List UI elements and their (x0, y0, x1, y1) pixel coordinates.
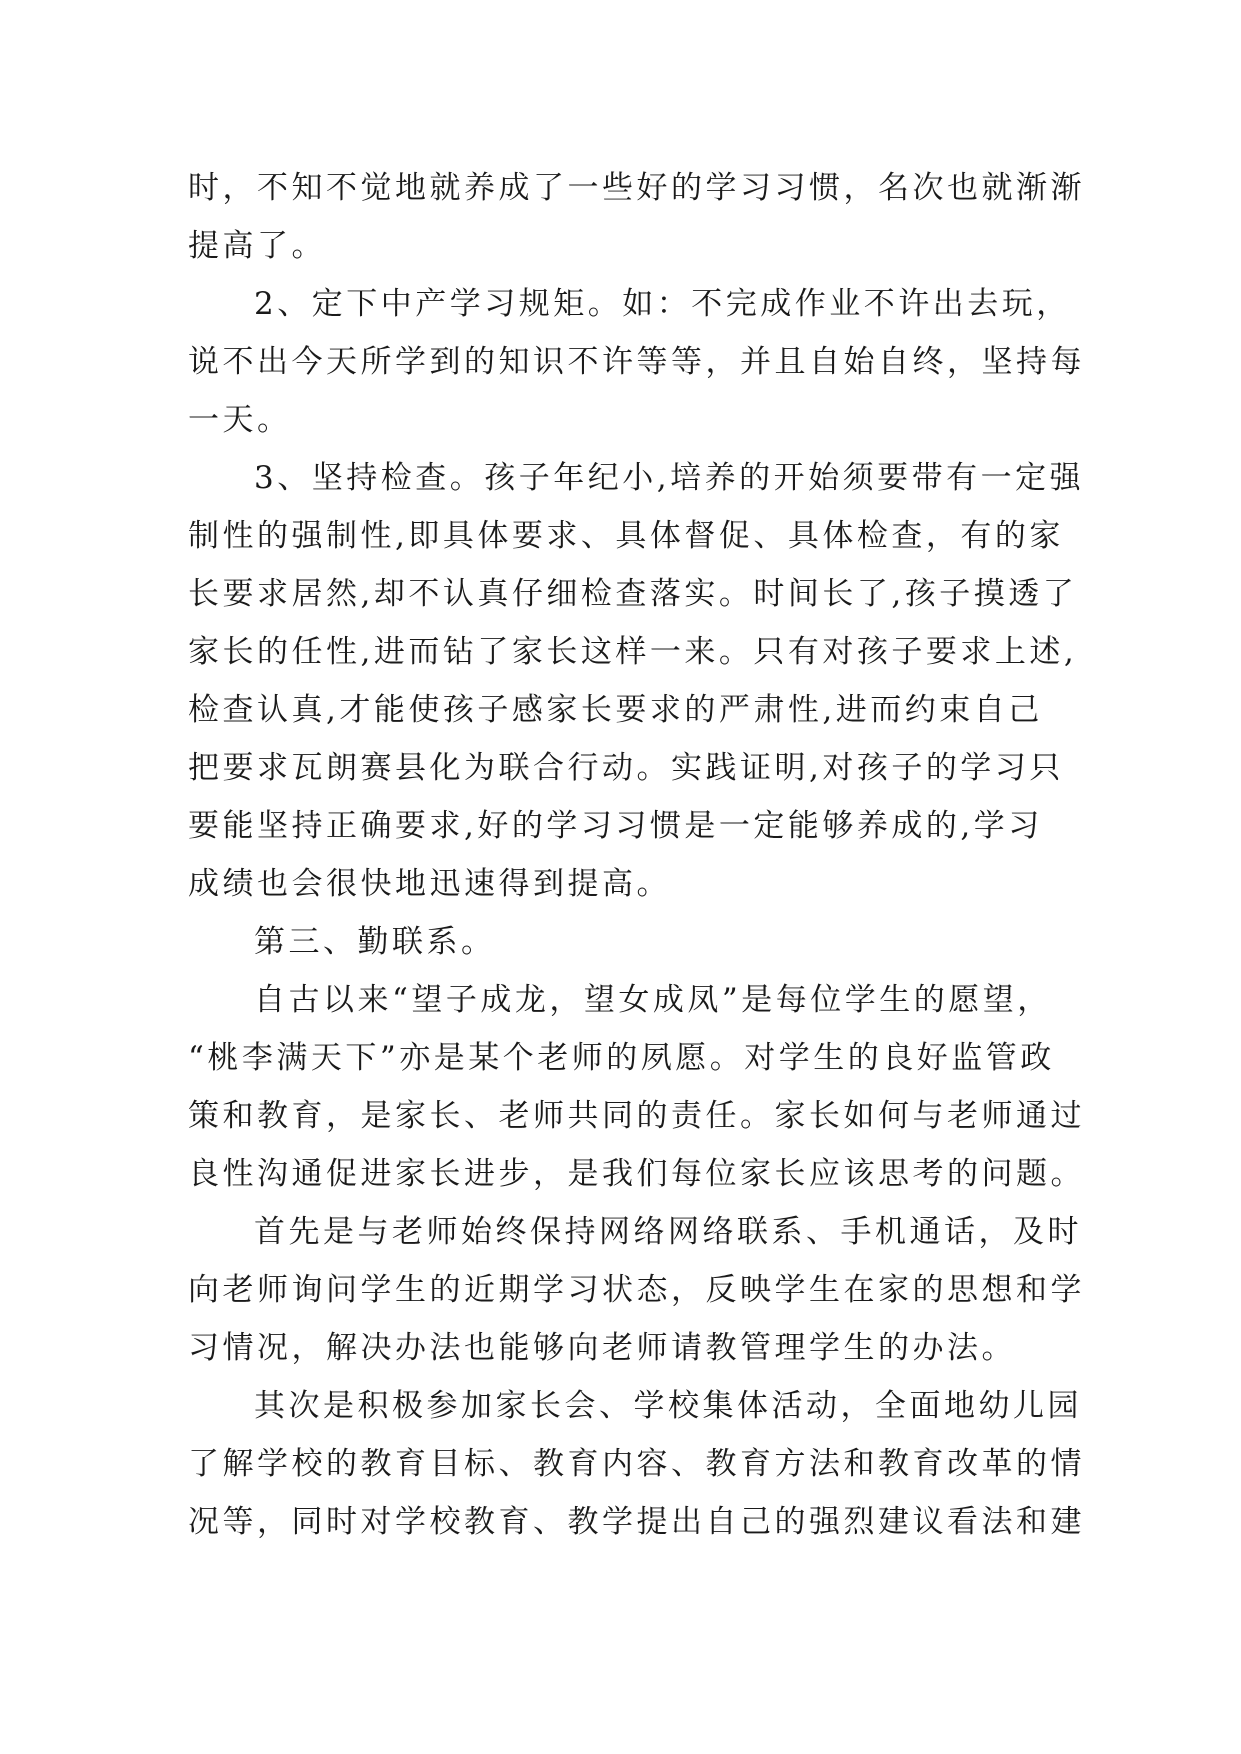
text-line: 良性沟通促进家长进步，是我们每位家长应该思考的问题。 (188, 1156, 1085, 1192)
text-line: 习情况，解决办法也能够向老师请教管理学生的办法。 (188, 1330, 1016, 1366)
text-line: 3、坚持检查。孩子年纪小,培养的开始须要带有一定强 (254, 460, 1085, 496)
text-line: 首先是与老师始终保持网络网络联系、手机通话，及时 (254, 1214, 1082, 1250)
text-line: 一天。 (188, 402, 292, 438)
text-line: 时，不知不觉地就养成了一些好的学习习惯，名次也就渐渐 (188, 170, 1085, 206)
text-line: 其次是积极参加家长会、学校集体活动，全面地幼儿园 (254, 1388, 1082, 1424)
text-line: 把要求瓦朗赛县化为联合行动。实践证明,对孩子的学习只 (188, 750, 1064, 786)
text-line: 自古以来“望子成龙，望女成凤”是每位学生的愿望， (254, 982, 1052, 1018)
text-line: 家长的任性,进而钻了家长这样一来。只有对孩子要求上述, (188, 634, 1078, 670)
text-line: 况等，同时对学校教育、教学提出自己的强烈建议看法和建 (188, 1504, 1085, 1540)
text-line: 2、定下中产学习规矩。如：不完成作业不许出去玩， (254, 286, 1071, 322)
document-page (188, 159, 1085, 1551)
text-line: 制性的强制性,即具体要求、具体督促、具体检查，有的家 (188, 518, 1064, 554)
text-line: 策和教育，是家长、老师共同的责任。家长如何与老师通过 (188, 1098, 1085, 1134)
text-line: 说不出今天所学到的知识不许等等，并且自始自终，坚持每 (188, 344, 1085, 380)
text-line: 检查认真,才能使孩子感家长要求的严肃性,进而约束自己 (188, 692, 1043, 728)
text-line: 成绩也会很快地迅速得到提高。 (188, 866, 671, 902)
text-line: 向老师询问学生的近期学习状态，反映学生在家的思想和学 (188, 1272, 1085, 1308)
text-line: 了解学校的教育目标、教育内容、教育方法和教育改革的情 (188, 1446, 1085, 1482)
text-line: 要能坚持正确要求,好的学习习惯是一定能够养成的,学习 (188, 808, 1043, 844)
text-line: “桃李满天下”亦是某个老师的夙愿。对学生的良好监管政 (188, 1040, 1055, 1076)
text-line: 第三、勤联系。 (254, 924, 496, 960)
text-line: 长要求居然,却不认真仔细检查落实。时间长了,孩子摸透了 (188, 576, 1078, 612)
text-line: 提高了。 (188, 228, 326, 264)
